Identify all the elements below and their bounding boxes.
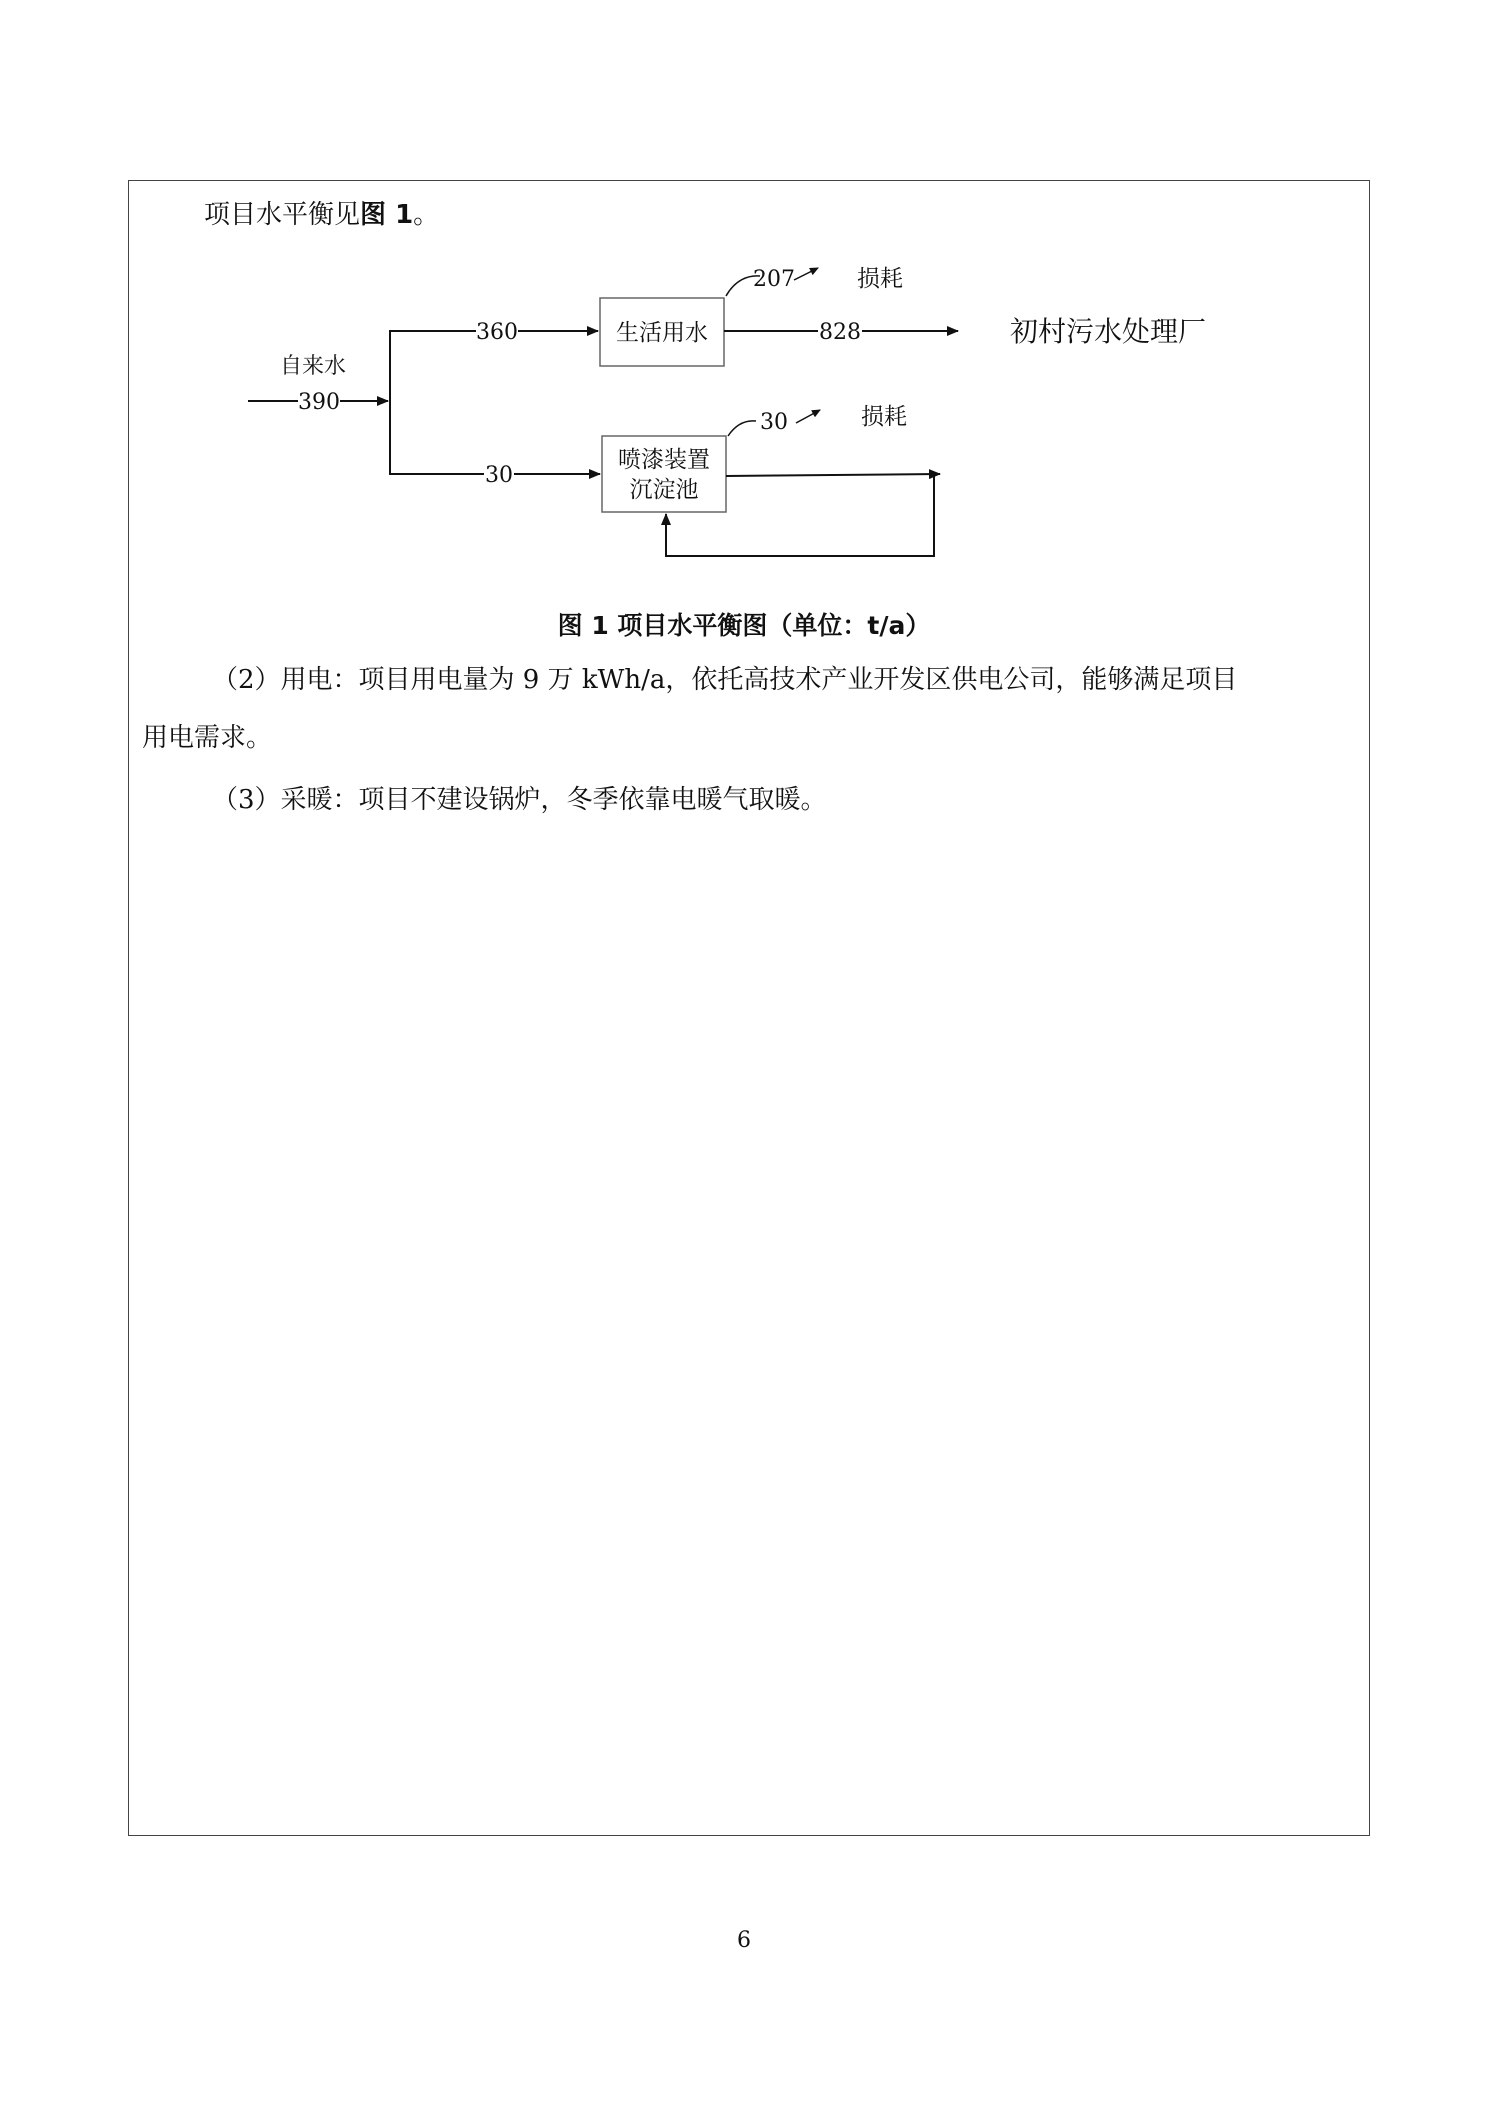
recycle-out-line (726, 474, 940, 476)
outflow-value: 828 (819, 320, 861, 345)
spray-box-line1: 喷漆装置 (618, 447, 710, 473)
lower-loss-arrow (796, 410, 820, 423)
water-balance-diagram (0, 0, 1488, 600)
destination-label: 初村污水处理厂 (1010, 315, 1207, 348)
upper-value: 360 (476, 320, 518, 345)
electricity-paragraph: （2）用电：项目用电量为 9 万 kWh/a，依托高技术产业开发区供电公司，能够满足项目 (212, 665, 1238, 695)
figure-reference: 图 1 (360, 200, 414, 230)
lower-value: 30 (485, 463, 513, 488)
page-number: 6 (737, 1928, 751, 1953)
source-value: 390 (298, 390, 340, 415)
upper-loss-value: 207 (753, 267, 795, 292)
spray-box-line2: 沉淀池 (629, 477, 699, 503)
heating-paragraph: （3）采暖：项目不建设锅炉，冬季依靠电暖气取暖。 (212, 785, 827, 815)
intro-end: 。 (413, 200, 440, 230)
intro-text: 项目水平衡见 (204, 200, 361, 230)
lower-loss-curve (728, 421, 756, 436)
electricity-paragraph-continued: 用电需求。 (142, 723, 273, 753)
source-label: 自来水 (279, 354, 347, 379)
domestic-water-label: 生活用水 (616, 320, 708, 346)
figure-caption: 图 1 项目水平衡图（单位：t/a） (557, 611, 931, 640)
lower-loss-label: 损耗 (861, 404, 907, 430)
upper-loss-arrow (794, 268, 818, 280)
upper-loss-label: 损耗 (857, 266, 903, 292)
lower-loss-value: 30 (760, 410, 788, 435)
